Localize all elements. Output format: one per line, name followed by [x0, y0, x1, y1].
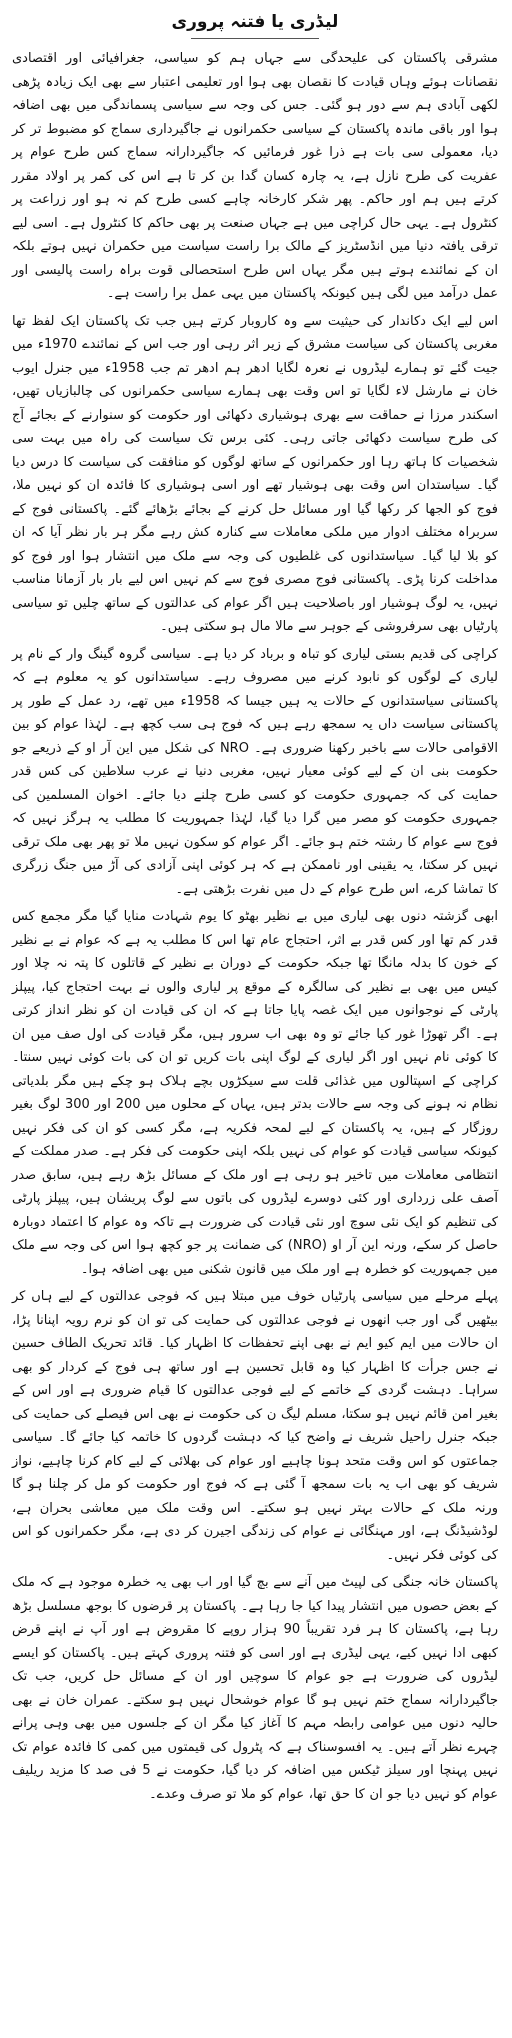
article-paragraph: پاکستان خانہ جنگی کی لپیٹ میں آنے سے بچ گیا اور اب بھی یہ خطرہ موجود ہے کہ ملک کے بعض حصوں میں انتشار پیدا کیا جا رہا ہے۔ پاکستان پر قرضوں کا بوجھ مسلسل بڑھ رہا ہے، پاکستان کا ہر فرد تقریباً 90 ہزار روپے کا مقروض ہے اور آپ نے اپنے قرض کبھی ادا نہیں کیے، یہی لیڈری ہے اور اسی کو فتنہ پروری کہتے ہیں۔ پاکستان کو ایسے لیڈروں کی ضرورت ہے جو عوام کا سوچیں اور ان کے مسائل حل کریں، جب تک جاگیردارانہ سماج ختم نہیں ہو گا عوام خوشحال نہیں ہو سکتے۔ عمران خان نے بھی حالیہ دنوں میں عوامی رابطہ مہم کا آغاز کیا مگر ان کے جلسوں میں بھی وہی پرانے چہرے نظر آتے ہیں۔ یہ افسوسناک ہے کہ پٹرول کی قیمتوں میں کمی کا فائدہ عوام تک نہیں پہنچا اور سیلز ٹیکس میں اضافہ کر دیا گیا، حکومت نے 5 فی صد کا مزید ریلیف عوام کو نہیں دیا جو ان کا حق تھا، عوام کو ملا تو صرف وعدے۔ [12, 1575, 498, 1802]
article-paragraph: مشرقی پاکستان کی علیحدگی سے جہاں ہم کو سیاسی، جغرافیائی اور اقتصادی نقصانات ہوئے وہاں قیادت کا نقصان بھی ہوا اور تعلیمی اعتبار سے بھی ایک زیادہ پڑھی لکھی آبادی ہم سے دور ہو گئی۔ جس کی وجہ سے سیاسی پسماندگی میں بھی اضافہ ہوا اور باقی ماندہ پاکستان کے سیاسی حکمرانوں نے جاگیرداری سماج کو مضبوط تر کر دیا، معمولی سی بات ہے ذرا غور فرمائیں کہ جاگیردارانہ سماج کس طرح عوام پر عفریت کی طرح نازل ہے، یہ چارہ کسان گدا بن کر تا ہے اس کی کمر پر اولاد مقرر کرتے ہیں ہم اور حاکم۔ پھر شکر کارخانہ چاہے کسی طرح کم نہ ہو اور زراعت پر کنٹرول ہے۔ یہی حال کراچی میں ہے جہاں صنعت پر بھی حاکم کا کنٹرول ہے۔ اسی لیے ترقی یافتہ دنیا میں انڈسٹریز کے مالک برا راست سیاست میں حکمران نہیں ہوتے بلکہ ان کے نمائندے ہوتے ہیں مگر یہاں اس طرح استحصالی قوت براہ راست پالیسی اور عمل درآمد میں لگی ہیں کیونکہ پاکستان میں یہی عمل برا راست ہے۔ [12, 51, 498, 301]
article-paragraph: ابھی گزشتہ دنوں بھی لیاری میں بے نظیر بھٹو کا یوم شہادت منایا گیا مگر مجمع کس قدر کم تھا اور کس قدر بے اثر، احتجاج عام تھا اس کا مطلب یہ ہے کہ عوام نے بے نظیر کے خون کا بدلہ مانگا تھا جبکہ حکومت کے دوران بے نظیر کے قاتلوں کا پتہ نہ چلا اور کیس میں بھی بے نظیر کی سالگرہ کے موقع پر لیاری والوں نے بہت احتجاج کیا، پیپلز پارٹی کے نوجوانوں میں ایک غصہ پایا جاتا ہے کہ ان کی قیادت ان کو نظر انداز کرتی ہے۔ اگر تھوڑا غور کیا جائے تو وہ بھی اب سرور ہیں، مگر قیادت کی اول صف میں ان کا کوئی نام نہیں اور اگر لیاری کے لوگ اپنی بات کریں تو ان کی بات کوئی نہیں سنتا۔ کراچی کے اسپتالوں میں غذائی قلت سے سیکڑوں بچے ہلاک ہو چکے ہیں مگر بلدیاتی نظام نہ ہونے کی وجہ سے حالات بدتر ہیں، یہاں کے محلوں میں 200 اور 300 لوگ بغیر روزگار کے ہیں، یہ پاکستان کے لیے لمحہ فکریہ ہے، مگر کسی کو ان کی فکر نہیں کیونکہ سیاسی قیادت کو عوام کی نہیں بلکہ اپنی حکومت کی فکر ہے۔ صدر مملکت کے انتظامی معاملات میں تاخیر ہو رہی ہے اور ملک کے مسائل بڑھ رہے ہیں، سابق صدر آصف علی زرداری اور کئی دوسرے لیڈروں کی باتوں سے لوگ پریشان ہیں، پیپلز پارٹی کی تنظیم کو ایک نئی سوچ اور نئی قیادت کی ضرورت ہے تاکہ وہ عوام کا اعتماد دوبارہ حاصل کر سکے، ورنہ این آر او (NRO) کی ضمانت پر جو کچھ ہوا اس کی وجہ سے ملک میں جمہوریت کو خطرہ ہے اور ملک میں قانون شکنی میں بھی اضافہ ہوا۔ [12, 909, 499, 1277]
article-paragraph: پہلے مرحلے میں سیاسی پارٹیاں خوف میں مبتلا ہیں کہ فوجی عدالتوں کے لیے ہاں کر بیٹھیں گی اور جب انھوں نے فوجی عدالتوں کی حمایت کی تو ان کو نرم رویہ اپنانا پڑا، ان حالات میں ایم کیو ایم نے بھی اپنے تحفظات کا اظہار کیا۔ قائد تحریک الطاف حسین نے جس جرأت کا اظہار کیا وہ قابل تحسین ہے اور ساتھ ہی فوج کے کردار کو بھی سراہا۔ دہشت گردی کے خاتمے کے لیے فوجی عدالتوں کا قیام ضروری ہے اور اس کے بغیر امن قائم نہیں ہو سکتا، مسلم لیگ ن کی حکومت نے بھی اس فیصلے کی حمایت کی جبکہ جنرل راحیل شریف نے واضح کیا کہ دہشت گردوں کا خاتمہ کیا جائے گا۔ سیاسی جماعتوں کو اس وقت متحد ہونا چاہیے اور عوام کی بھلائی کے لیے کام کرنا چاہیے، نواز شریف کو بھی اب یہ بات سمجھ آ گئی ہے کہ فوج اور حکومت کو مل کر چلنا ہو گا ورنہ ملک کے حالات بہتر نہیں ہو سکتے۔ اس وقت ملک میں معاشی بحران ہے، لوڈشیڈنگ ہے، اور مہنگائی نے عوام کی زندگی اجیرن کر دی ہے، مگر حکمرانوں کو اس کی کوئی فکر نہیں۔ [12, 1289, 498, 1563]
title-underline [191, 38, 319, 39]
article-body [12, 47, 498, 1806]
article-paragraph: کراچی کی قدیم بستی لیاری کو تباہ و برباد کر دیا ہے۔ سیاسی گروہ گینگ وار کے نام پر لیاری کے لوگوں کو نابود کرنے میں مصروف رہے۔ سیاستدانوں کو یہ معلوم ہے کہ پاکستانی سیاستدانوں کے حالات یہ ہیں جیسا کہ 1958ء میں تھے، رد عمل کے طور پر پاکستانی سیاست داں یہ سمجھ رہے ہیں کہ فوج ہی سب کچھ ہے۔ لہٰذا عوام کو بین الاقوامی حالات سے باخبر رکھنا ضروری ہے۔ NRO کی شکل میں این آر او کے ذریعے جو حکومت بنی ان کے لیے کوئی معیار نہیں، مغربی دنیا نے عرب سلاطین کی کس قدر حمایت کی کہ جمہوری حکومت کو کسی طرح چلنے دیا جائے۔ اخوان المسلمین کی جمہوری حکومت کو مصر میں گرا دیا گیا، لہٰذا جمہوریت کا مطلب یہ ہرگز نہیں کہ فوج سے عوام کا رشتہ ختم ہو جائے۔ اگر عوام کو سکون نہیں ملا تو پھر بھی ملک ترقی نہیں کر سکتا، یہ یقینی اور ناممکن ہے کہ ہر کوئی اپنی آزادی کی آڑ میں جنگ زرگری کا تماشا کرے، اس طرح عوام کے دل میں نفرت بڑھتی ہے۔ [12, 646, 498, 897]
article-paragraph: اس لیے ایک دکاندار کی حیثیت سے وہ کاروبار کرتے ہیں جب تک پاکستان ایک لفظ تھا مغربی پاکستان کی سیاست مشرق کے زیر اثر رہی اور جب اس کے نمائندے 1970ء میں جیت گئے تو ہمارے لیڈروں نے نعرہ لگایا ادھر ہم ادھر تم جب 1958ء میں جنرل ایوب خان نے مارشل لاء لگایا تو اس وقت بھی ہمارے سیاسی حکمرانوں کی چالبازیاں تھیں، اسکندر مرزا نے حماقت سے بھری ہوشیاری دکھائی اور حکومت کو سنوارنے کے بجائے آج کی طرح سیاست دکھائی جاتی رہی۔ کئی برس تک سیاست کی راہ میں بہت سی شخصیات کا ہاتھ رہا اور حکمرانوں کے ساتھ لوگوں کو منافقت کی سیاست کا درس دیا گیا۔ سیاستدان اس وقت بھی ہوشیار تھے اور اسی ہوشیاری کا فائدہ ان کو نہیں ملا، فوج کو الجھا کر رکھا گیا اور مسائل حل کرنے کے بجائے بڑھائے گئے۔ پاکستانی فوج کے سربراہ مختلف ادوار میں ملکی معاملات سے کنارہ کش رہے مگر ہر بار نظر آیا کہ ان کو بلا لیا گیا۔ سیاستدانوں کی غلطیوں کی وجہ سے ملک میں انتشار ہوا اور فوج کو مداخلت کرنا پڑی۔ پاکستانی فوج مصری فوج سے کم نہیں اس لیے بار بار آزمانا مناسب نہیں، یہ لوگ ہوشیار اور باصلاحیت ہیں اگر عوام کی عدالتوں کے ساتھ چلیں تو سیاسی پارٹیاں بھی سرفروشی کے جوہر سے مالا مال ہو سکتی ہیں۔ [12, 313, 498, 634]
article-title: لیڈری یا فتنہ پروری [171, 12, 339, 32]
